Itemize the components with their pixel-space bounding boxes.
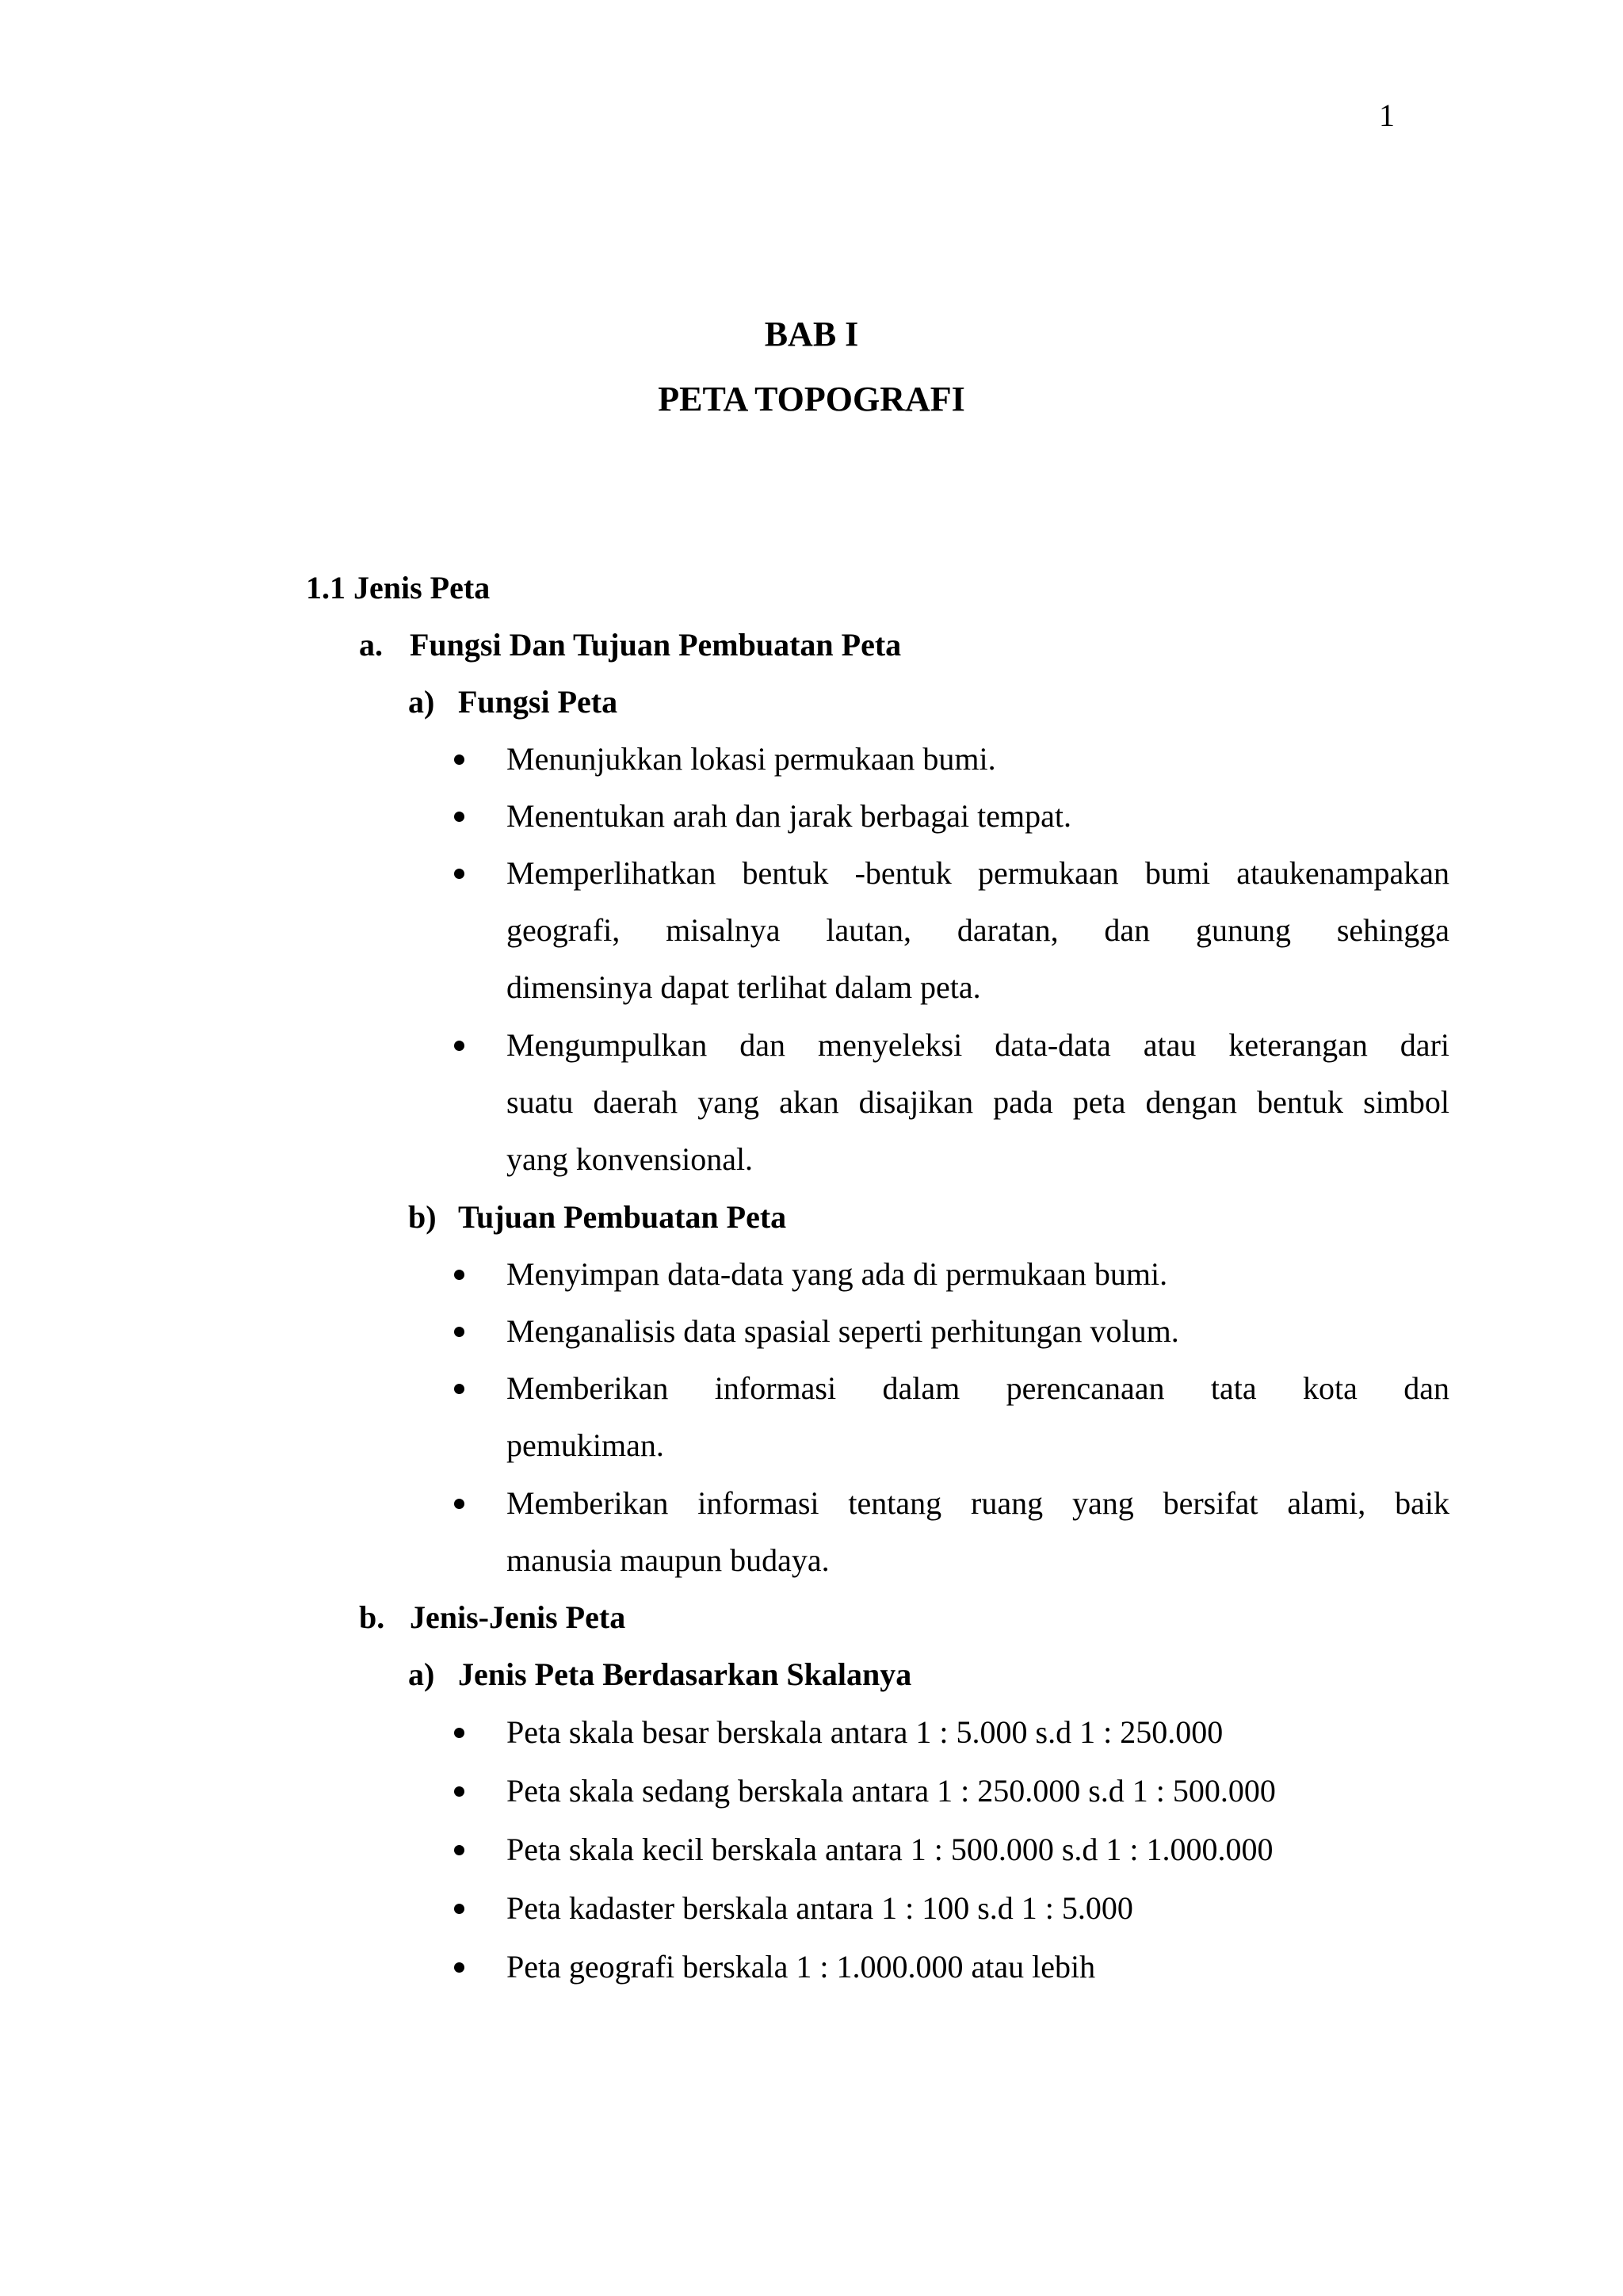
list-item-text: Menganalisis data spasial seperti perhitungan volum. bbox=[506, 1313, 1179, 1349]
list-item-text-line: dimensinya dapat terlihat dalam peta. bbox=[506, 969, 981, 1005]
list-item-text-line: Memberikan informasi tentang ruang yang bersifat alami, baik bbox=[506, 1485, 1449, 1521]
list-item-text: Peta skala besar berskala antara 1 : 5.000 s.d 1 : 250.000 bbox=[506, 1714, 1224, 1750]
subheading-fungsi-marker: a) bbox=[408, 684, 435, 720]
list-item-text-line: pemukiman. bbox=[506, 1427, 664, 1463]
chapter-label: BAB I bbox=[764, 315, 859, 353]
bullet-icon bbox=[454, 869, 464, 879]
list-item-text-line: Memperlihatkan bentuk -bentuk permukaan bumi ataukenampakan bbox=[506, 855, 1449, 891]
list-item-text: Peta skala sedang berskala antara 1 : 250.000 s.d 1 : 500.000 bbox=[506, 1773, 1276, 1809]
subheading-fungsi-title: Fungsi Peta bbox=[458, 684, 618, 720]
bullet-icon bbox=[454, 1845, 464, 1855]
bullet-icon bbox=[454, 1041, 464, 1051]
list-item-text: Peta skala kecil berskala antara 1 : 500.000 s.d 1 : 1.000.000 bbox=[506, 1832, 1274, 1867]
list-item-text: Menyimpan data-data yang ada di permukaan bumi. bbox=[506, 1256, 1168, 1292]
list-item-text-line: suatu daerah yang akan disajikan pada peta dengan bentuk simbol bbox=[506, 1084, 1449, 1120]
subsection-a-title: Fungsi Dan Tujuan Pembuatan Peta bbox=[410, 627, 902, 663]
subheading-skala-marker: a) bbox=[408, 1656, 435, 1692]
bullet-icon bbox=[454, 1786, 464, 1797]
bullet-icon bbox=[454, 755, 464, 765]
list-item-text-line: Memberikan informasi dalam perencanaan tata kota dan bbox=[506, 1370, 1449, 1406]
list-item-text: Menunjukkan lokasi permukaan bumi. bbox=[506, 741, 996, 777]
subsection-b-title: Jenis-Jenis Peta bbox=[410, 1599, 626, 1635]
list-item-text: Menentukan arah dan jarak berbagai tempat. bbox=[506, 798, 1072, 834]
subheading-tujuan-title: Tujuan Pembuatan Peta bbox=[458, 1199, 787, 1235]
list-item-text-line: geografi, misalnya lautan, daratan, dan gunung sehingga bbox=[506, 912, 1449, 948]
subsection-b-marker: b. bbox=[359, 1599, 385, 1635]
subsection-a-marker: a. bbox=[359, 627, 383, 663]
list-item-text: Peta geografi berskala 1 : 1.000.000 atau lebih bbox=[506, 1949, 1096, 1985]
section-title: 1.1 Jenis Peta bbox=[306, 570, 491, 606]
bullet-icon bbox=[454, 1499, 464, 1509]
bullet-icon bbox=[454, 1904, 464, 1914]
bullet-icon bbox=[454, 1728, 464, 1738]
list-item-text: Peta kadaster berskala antara 1 : 100 s.d 1 : 5.000 bbox=[506, 1890, 1133, 1926]
chapter-title: PETA TOPOGRAFI bbox=[658, 380, 965, 418]
list-item-text-line: manusia maupun budaya. bbox=[506, 1542, 830, 1578]
page-number: 1 bbox=[1379, 97, 1395, 133]
list-item-text-line: Mengumpulkan dan menyeleksi data-data atau keterangan dari bbox=[506, 1027, 1449, 1063]
bullet-icon bbox=[454, 1270, 464, 1280]
subheading-tujuan-marker: b) bbox=[408, 1199, 437, 1235]
bullet-icon bbox=[454, 1384, 464, 1394]
subheading-skala-title: Jenis Peta Berdasarkan Skalanya bbox=[458, 1656, 912, 1692]
bullet-icon bbox=[454, 1962, 464, 1973]
bullet-icon bbox=[454, 1327, 464, 1337]
bullet-icon bbox=[454, 812, 464, 822]
list-item-text-line: yang konvensional. bbox=[506, 1141, 754, 1177]
